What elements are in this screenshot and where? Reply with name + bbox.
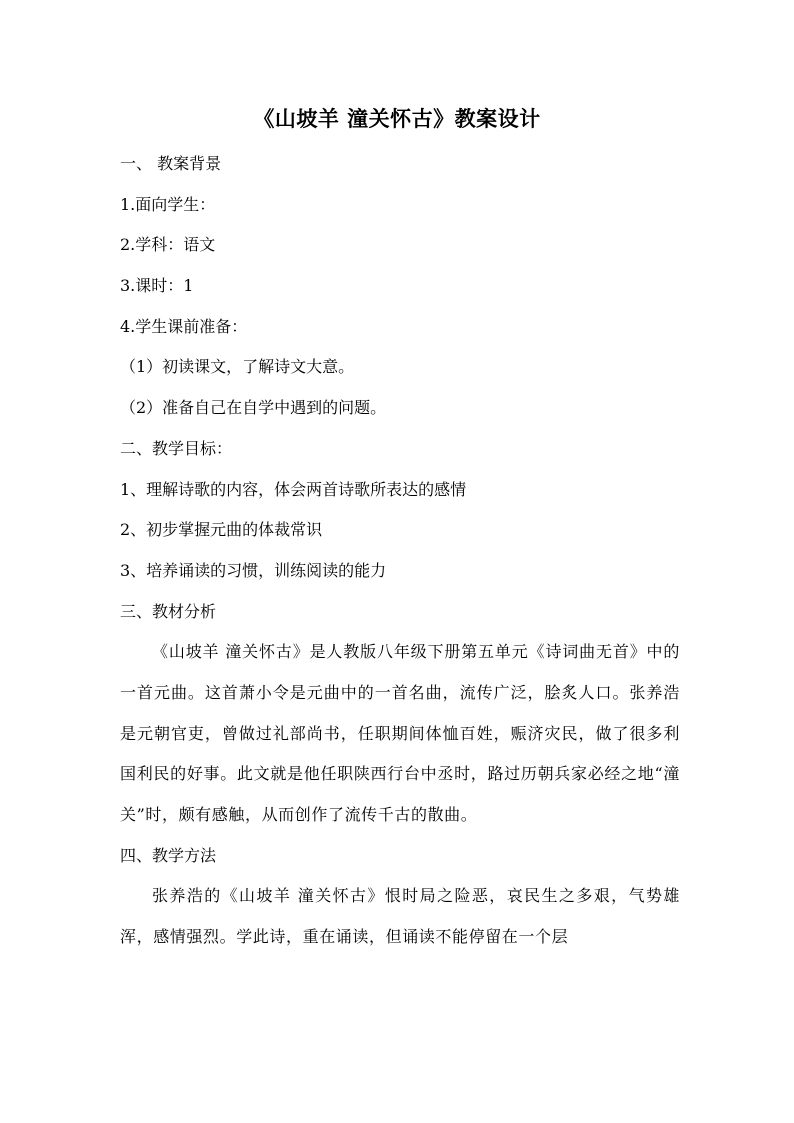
section-heading-methods: 四、教学方法	[120, 845, 217, 865]
document-title: 《山坡羊 潼关怀古》教案设计	[253, 106, 541, 131]
analysis-paragraph: 《山坡羊 潼关怀古》是人教版八年级下册第五单元《诗词曲无首》中的一首元曲。这首萧小令是元曲中的一首名曲，流传广泛，脍炙人口。张养浩是元朝官吏，曾做过礼部尚书，任职期间体恤百姓，赈济灾民，做了很多利国利民的好事。此文就是他任职陕西行台中丞时，路过历朝兵家必经之地“潼关”时，颇有感触，从而创作了流传千古的散曲。	[120, 642, 680, 825]
preparation-item-2: （2）准备自己在自学中遇到的问题。	[120, 398, 387, 418]
objective-3: 3、培养诵读的习惯，训练阅读的能力	[120, 560, 387, 580]
objective-2: 2、初步掌握元曲的体裁常识	[120, 520, 323, 540]
subject-line: 2.学科：语文	[120, 235, 216, 255]
methods-paragraph: 张养浩的《山坡羊 潼关怀古》恨时局之险恶，哀民生之多艰，气势雄浑，感情强烈。学此诗，重在诵读，但诵读不能停留在一个层	[120, 886, 680, 947]
target-students-line: 1.面向学生：	[120, 194, 216, 214]
preparation-line: 4.学生课前准备：	[120, 316, 248, 336]
section-heading-objectives: 二、教学目标：	[120, 438, 233, 458]
objective-1: 1、理解诗歌的内容，体会两首诗歌所表达的感情	[120, 479, 467, 499]
section-heading-analysis: 三、教材分析	[120, 601, 217, 621]
document-body	[120, 144, 680, 958]
preparation-item-1: （1）初读课文，了解诗文大意。	[120, 357, 355, 377]
section-heading-background: 一、 教案背景	[120, 154, 222, 173]
class-hours-line: 3.课时：1	[120, 276, 194, 296]
